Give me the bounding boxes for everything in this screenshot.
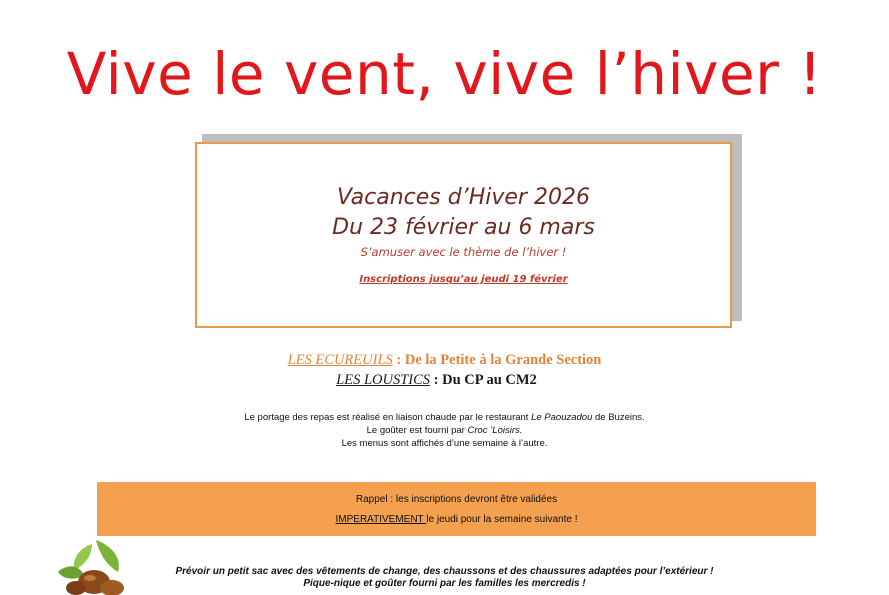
footer-line-2: Pique-nique et goûter fourni par les familles les mercredis ! <box>303 578 586 589</box>
registration-deadline: Inscriptions jusqu’au jeudi 19 février <box>359 274 568 285</box>
footer-line-1: Prévoir un petit sac avec des vêtements de change, des chaussons et des chaussures adaptées pour l’extérieur ! <box>175 566 714 577</box>
group-ecureuils <box>0 350 889 370</box>
vacation-theme: S’amuser avec le thème de l’hiver ! <box>360 245 567 259</box>
group-ecureuils-desc: : De la Petite à la Grande Section <box>392 352 602 368</box>
restaurant-name: Le Paouzadou <box>531 412 593 423</box>
reminder-rest: le jeudi pour la semaine suivante ! <box>426 514 578 525</box>
reminder-banner <box>97 482 816 536</box>
meal-text: Le portage des repas est réalisé en liaison chaude par le restaurant <box>244 412 532 423</box>
meal-info-line-3: Les menus sont affichés d’une semaine à l’autre. <box>341 438 548 449</box>
reminder-line-1: Rappel : les inscriptions devront être validées <box>355 494 558 505</box>
meal-info <box>0 411 889 450</box>
page-title: Vive le vent, vive l’hiver ! <box>66 40 823 108</box>
snack-text: Le goûter est fourni par <box>366 425 468 436</box>
reminder-emphasis: IMPERATIVEMENT <box>335 514 427 525</box>
age-groups <box>0 350 889 390</box>
group-loustics-name: LES LOUSTICS <box>336 372 431 388</box>
reminder-line-2 <box>97 512 816 528</box>
group-loustics-desc: : Du CP au CM2 <box>430 372 537 388</box>
vacation-dates: Du 23 février au 6 mars <box>332 215 595 240</box>
meal-info-line-2 <box>0 424 889 437</box>
meal-info-line-1 <box>0 411 889 424</box>
vacation-title: Vacances d’Hiver 2026 <box>337 185 590 210</box>
group-ecureuils-name: LES ECUREUILS <box>287 352 393 368</box>
group-loustics <box>0 370 889 390</box>
meal-text-end: de Buzeins. <box>592 412 645 423</box>
vacation-box <box>195 142 732 328</box>
snack-provider: Croc ’Loisirs. <box>467 425 523 436</box>
footer-notes <box>0 566 889 590</box>
